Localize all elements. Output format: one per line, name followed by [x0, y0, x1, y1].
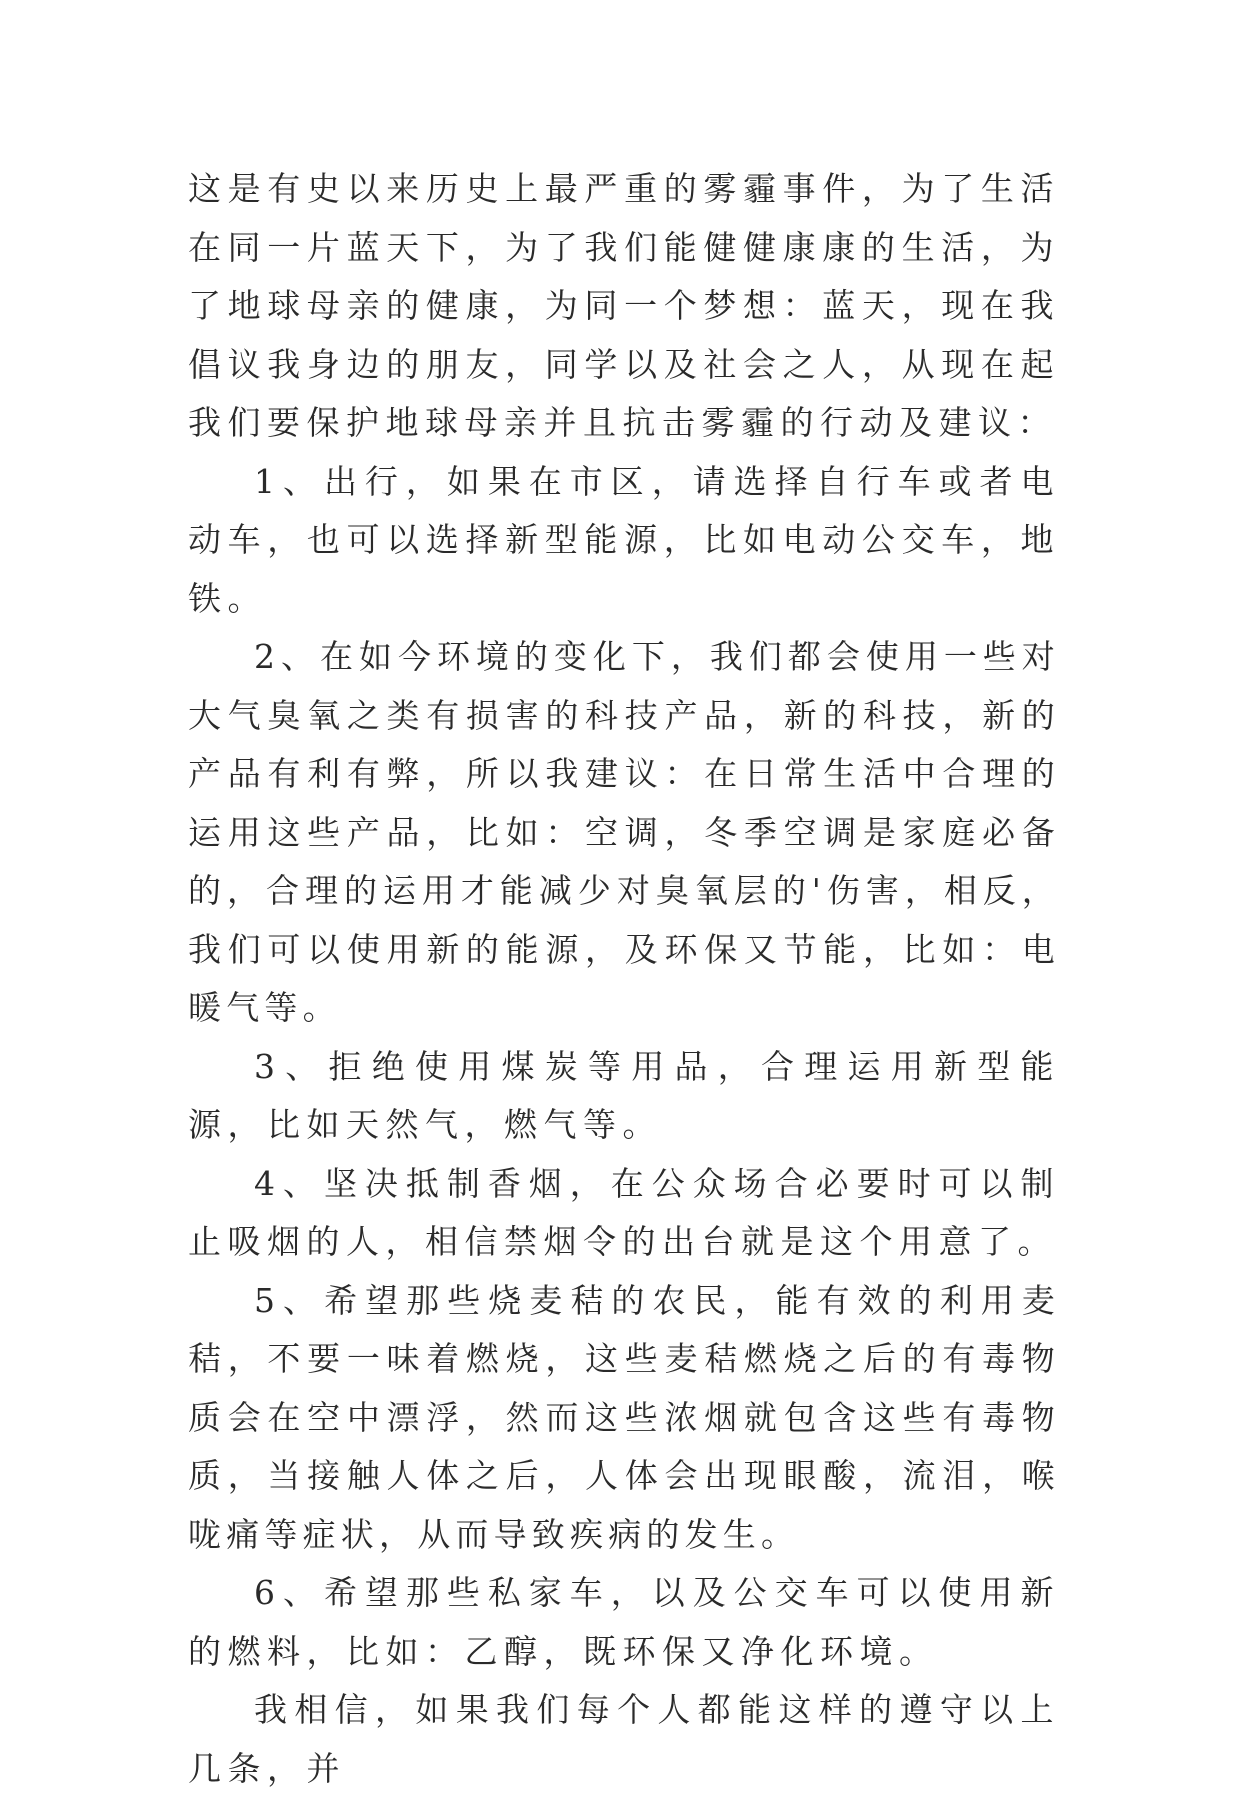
- list-item-3: 3、拒绝使用煤炭等用品，合理运用新型能源，比如天然气，燃气等。: [188, 1046, 1060, 1144]
- intro-paragraph: 这是有史以来历史上最严重的雾霾事件，为了生活在同一片蓝天下，为了我们能健健康康的生活，为了地球母亲的健康，为同一个梦想：蓝天，现在我倡议我身边的朋友，同学以及社会之人，从现在起我们要保护地球母亲并且抗击雾霾的行动及建议：: [188, 169, 1060, 442]
- closing-paragraph: 我相信，如果我们每个人都能这样的遵守以上几条，并: [188, 1690, 1060, 1788]
- list-item-4: 4、坚决抵制香烟，在公众场合必要时可以制止吸烟的人，相信禁烟令的出台就是这个用意了。: [188, 1163, 1060, 1261]
- list-item-1: 1、出行，如果在市区，请选择自行车或者电动车，也可以选择新型能源，比如电动公交车，地铁。: [188, 461, 1060, 618]
- list-item-2: 2、在如今环境的变化下，我们都会使用一些对大气臭氧之类有损害的科技产品，新的科技，新的产品有利有弊，所以我建议：在日常生活中合理的运用这些产品，比如：空调，冬季空调是家庭必备的，合理的运用才能减少对臭氧层的'伤害，相反，我们可以使用新的能源，及环保又节能，比如：电暖气等。: [188, 637, 1060, 1027]
- list-item-5: 5、希望那些烧麦秸的农民，能有效的利用麦秸，不要一味着燃烧，这些麦秸燃烧之后的有毒物质会在空中漂浮，然而这些浓烟就包含这些有毒物质，当接触人体之后，人体会出现眼酸，流泪，喉咙痛等症状，从而导致疾病的发生。: [188, 1280, 1060, 1554]
- list-item-6: 6、希望那些私家车，以及公交车可以使用新的燃料，比如：乙醇，既环保又净化环境。: [188, 1573, 1060, 1671]
- document-body: [188, 160, 1060, 1798]
